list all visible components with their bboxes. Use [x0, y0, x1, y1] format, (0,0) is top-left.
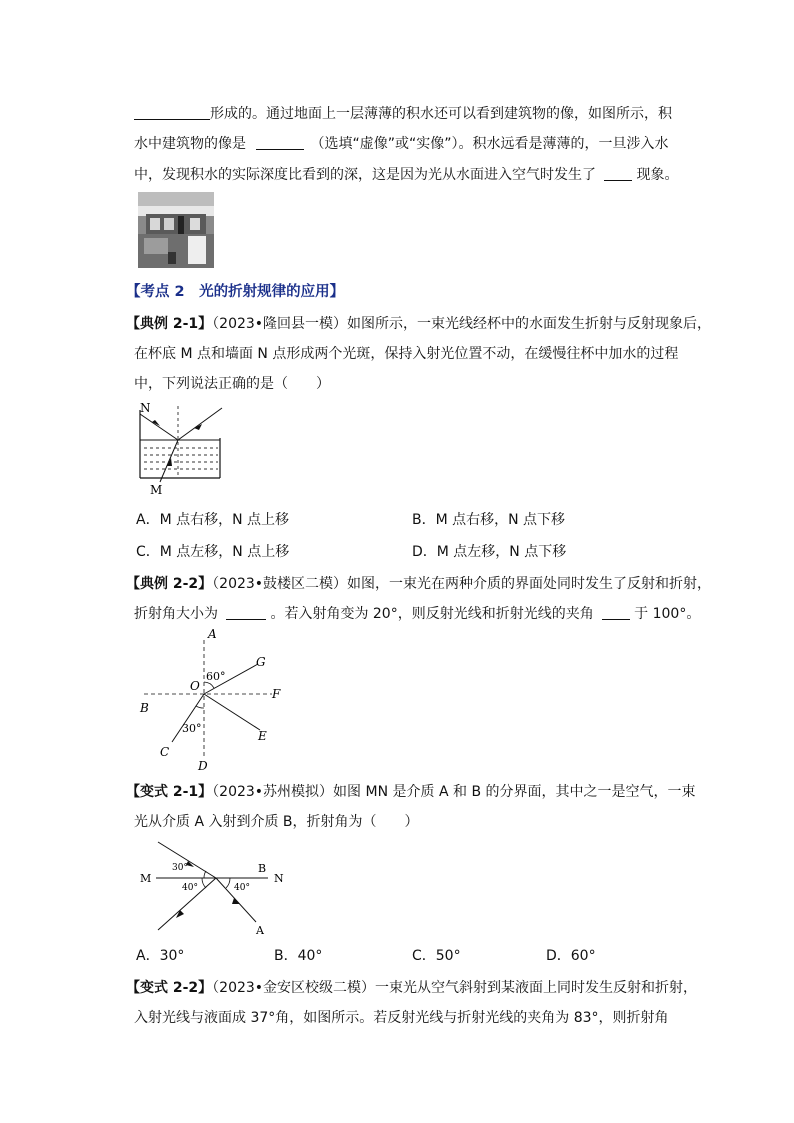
reflection-refraction-figure: [136, 626, 296, 772]
section-heading: 【考点 2 光的折射规律的应用】: [126, 284, 345, 300]
variant-2-1-line1: 【变式 2-1】（2023•苏州模拟）如图 MN 是介质 A 和 B 的分界面，其中之一是空气，一束: [126, 784, 696, 800]
interface-MN-figure: [136, 836, 296, 936]
option-B[interactable]: B．40°: [274, 948, 323, 964]
angle-60: 60°: [206, 670, 226, 683]
reflection-photo: [138, 192, 214, 268]
label-A: A: [208, 627, 217, 641]
angle-40-left-label: 40°: [182, 883, 198, 893]
label-O: O: [190, 679, 200, 693]
cup-refraction-figure: [130, 398, 250, 498]
label-F: F: [272, 687, 281, 701]
example-2-1-line2: 在杯底 M 点和墙面 N 点形成两个光斑，保持入射光位置不动，在缓慢往杯中加水的过程: [134, 346, 679, 362]
option-A[interactable]: A．30°: [136, 948, 185, 964]
example-2-1-line1: 【典例 2-1】（2023•隆回县一模）如图所示，一束光线经杯中的水面发生折射与反射现象后，: [126, 316, 712, 332]
label-B: B: [140, 701, 149, 715]
label-D: D: [198, 759, 208, 772]
label-A-medium: A: [256, 924, 264, 936]
angle-30-label: 30°: [172, 863, 188, 873]
option-A[interactable]: A．M 点右移，N 点上移: [136, 512, 290, 528]
label-E: E: [258, 729, 267, 743]
option-D[interactable]: D．M 点左移，N 点下移: [412, 544, 567, 560]
answer-blank[interactable]: [604, 166, 632, 181]
variant-2-1-line2: 光从介质 A 入射到介质 B，折射角为（ ）: [134, 814, 419, 830]
label-B-medium: B: [258, 862, 267, 875]
option-B[interactable]: B．M 点右移，N 点下移: [412, 512, 566, 528]
label-G: G: [256, 655, 266, 669]
q-prev-line1: 形成的。通过地面上一层薄薄的积水还可以看到建筑物的像，如图所示，积: [134, 103, 672, 123]
variant-2-2-line1: 【变式 2-2】（2023•金安区校级二模）一束光从空气斜射到某液面上同时发生反射和折射，: [126, 980, 698, 996]
answer-blank[interactable]: [602, 605, 630, 620]
answer-blank[interactable]: [256, 135, 304, 150]
example-2-2-line1: 【典例 2-2】（2023•鼓楼区二模）如图，一束光在两种介质的界面处同时发生了反射和折射，: [126, 576, 712, 592]
answer-blank[interactable]: [134, 105, 210, 120]
option-D[interactable]: D．60°: [546, 948, 596, 964]
example-2-2-line2: 折射角大小为 。若入射角变为 20°，则反射光线和折射光线的夹角 于 100°。: [134, 606, 701, 622]
q-prev-line3: 中，发现积水的实际深度比看到的深，这是因为光从水面进入空气时发生了 现象。: [134, 167, 679, 183]
example-2-1-line3: 中，下列说法正确的是（ ）: [134, 376, 330, 392]
label-N: N: [274, 872, 284, 885]
label-M: M: [140, 872, 152, 885]
option-C[interactable]: C．50°: [412, 948, 461, 964]
angle-30: 30°: [182, 722, 202, 735]
answer-blank[interactable]: [226, 605, 266, 620]
angle-40-right-label: 40°: [234, 883, 250, 893]
point-N-label: N: [140, 401, 151, 415]
option-C[interactable]: C．M 点左移，N 点上移: [136, 544, 290, 560]
q-prev-line2: 水中建筑物的像是 （选填“虚像”或“实像”）。积水远看是薄薄的，一旦涉入水: [134, 136, 669, 152]
variant-2-2-line2: 入射光线与液面成 37°角，如图所示。若反射光线与折射光线的夹角为 83°，则折射角: [134, 1010, 669, 1026]
point-M-label: M: [150, 483, 163, 497]
label-C: C: [160, 745, 170, 759]
